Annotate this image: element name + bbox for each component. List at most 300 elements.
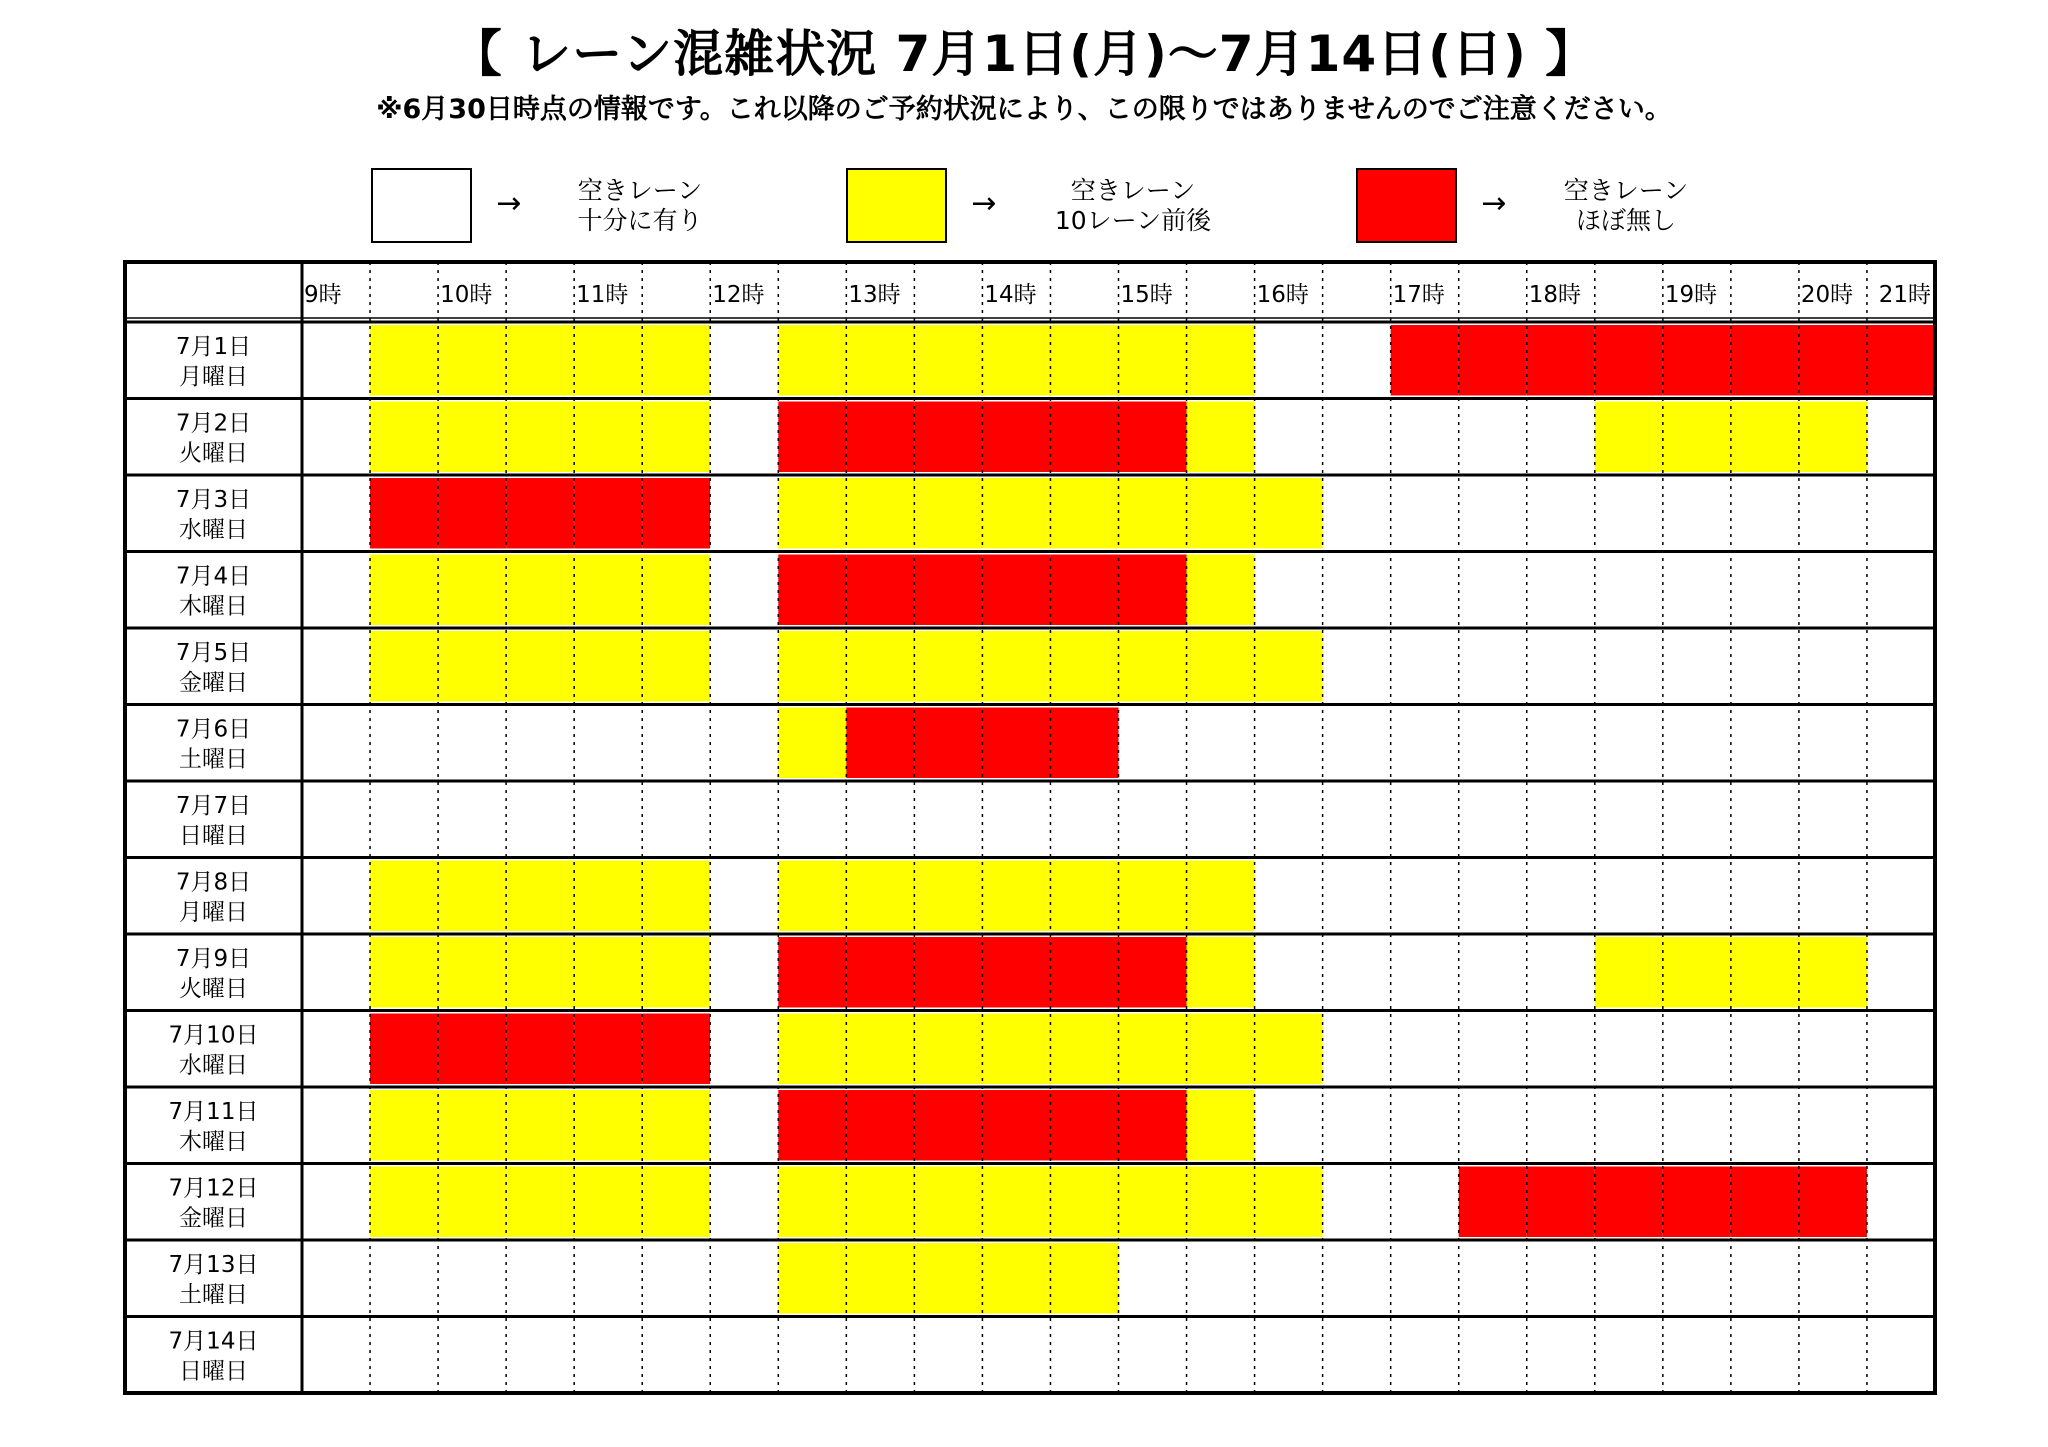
slot-full [1527, 325, 1595, 396]
slot-medium [574, 861, 642, 932]
row-date: 7月14日 [168, 1328, 259, 1355]
slot-medium [982, 1243, 1050, 1314]
slot-medium [506, 555, 574, 626]
slot-medium [370, 555, 438, 626]
slot-medium [846, 325, 914, 396]
slot-full [846, 402, 914, 473]
slot-empty [1391, 937, 1459, 1008]
row-date: 7月2日 [175, 410, 252, 437]
slot-empty [302, 478, 370, 549]
row-date: 7月9日 [175, 946, 252, 972]
legend-label-line2: 10レーン前後 [1054, 206, 1212, 235]
slot-empty [1799, 631, 1867, 702]
slot-empty [438, 1320, 506, 1391]
slot-medium [778, 861, 846, 932]
slot-empty [370, 784, 438, 855]
slot-empty [1119, 784, 1187, 855]
slot-medium [1187, 861, 1255, 932]
slot-medium [846, 631, 914, 702]
slot-medium [1731, 937, 1799, 1008]
slot-empty [1595, 555, 1663, 626]
slot-empty [1595, 1243, 1663, 1314]
slot-medium [370, 1167, 438, 1238]
slot-empty [1731, 1090, 1799, 1161]
slot-empty [1595, 631, 1663, 702]
slot-empty [710, 1320, 778, 1391]
slot-empty [1595, 1014, 1663, 1085]
slot-empty [1323, 1243, 1391, 1314]
slot-empty [1867, 402, 1935, 473]
hour-label: 13時 [848, 282, 901, 308]
slot-empty [778, 784, 846, 855]
row-weekday: 金曜日 [179, 670, 248, 696]
slot-medium [438, 1090, 506, 1161]
slot-empty [302, 1167, 370, 1238]
slot-full [1663, 325, 1731, 396]
slot-medium [574, 937, 642, 1008]
slot-empty [574, 1320, 642, 1391]
slot-empty [302, 325, 370, 396]
slot-empty [1459, 1243, 1527, 1314]
slot-medium [1187, 325, 1255, 396]
slot-full [642, 478, 710, 549]
slot-empty [710, 555, 778, 626]
row-weekday: 木曜日 [179, 593, 248, 620]
slot-medium [506, 325, 574, 396]
slot-full [1050, 1090, 1118, 1161]
slot-medium [1187, 478, 1255, 549]
slot-empty [1459, 1320, 1527, 1391]
slot-empty [846, 1320, 914, 1391]
slot-full [778, 402, 846, 473]
slot-medium [438, 937, 506, 1008]
slot-empty [1663, 478, 1731, 549]
slot-medium [370, 631, 438, 702]
slot-empty [1527, 1320, 1595, 1391]
slot-empty [710, 784, 778, 855]
slot-empty [1527, 402, 1595, 473]
slot-empty [1323, 861, 1391, 932]
notice-text: ※6月30日時点の情報です。これ以降のご予約状況により、この限りではありませんのでご注意ください。 [376, 94, 1672, 125]
slot-empty [710, 1167, 778, 1238]
slot-medium [1050, 1167, 1118, 1238]
slot-empty [1867, 631, 1935, 702]
slot-full [846, 937, 914, 1008]
row-date: 7月1日 [175, 334, 252, 360]
slot-medium [1050, 1014, 1118, 1085]
slot-medium [1050, 325, 1118, 396]
slot-medium [914, 1243, 982, 1314]
slot-empty [302, 1243, 370, 1314]
slot-empty [1663, 631, 1731, 702]
slot-full [642, 1014, 710, 1085]
slot-empty [574, 1243, 642, 1314]
slot-full [778, 1090, 846, 1161]
slot-empty [370, 1243, 438, 1314]
slot-medium [982, 631, 1050, 702]
slot-empty [1663, 1090, 1731, 1161]
slot-empty [1255, 937, 1323, 1008]
slot-empty [1799, 478, 1867, 549]
slot-medium [506, 402, 574, 473]
slot-empty [710, 402, 778, 473]
slot-empty [1867, 1167, 1935, 1238]
slot-full [1119, 402, 1187, 473]
legend-arrow-icon: → [1481, 186, 1507, 221]
slot-full [1459, 1167, 1527, 1238]
slot-medium [506, 631, 574, 702]
slot-full [778, 937, 846, 1008]
slot-full [914, 555, 982, 626]
slot-empty [302, 631, 370, 702]
slot-full [1595, 1167, 1663, 1238]
slot-empty [1119, 1320, 1187, 1391]
slot-medium [642, 555, 710, 626]
slot-empty [1255, 861, 1323, 932]
slot-medium [1187, 402, 1255, 473]
slot-empty [1391, 402, 1459, 473]
slot-empty [1459, 937, 1527, 1008]
slot-full [982, 937, 1050, 1008]
slot-medium [846, 478, 914, 549]
slot-medium [1663, 402, 1731, 473]
slot-empty [1527, 631, 1595, 702]
slot-empty [1391, 555, 1459, 626]
hour-label: 10時 [440, 282, 493, 308]
slot-empty [1323, 708, 1391, 779]
slot-medium [1187, 937, 1255, 1008]
row-weekday: 月曜日 [179, 364, 248, 390]
slot-empty [1323, 478, 1391, 549]
row-date: 7月12日 [168, 1175, 259, 1202]
slot-full [1050, 402, 1118, 473]
slot-medium [778, 1243, 846, 1314]
slot-empty [710, 1243, 778, 1314]
slot-empty [1255, 708, 1323, 779]
slot-medium [438, 402, 506, 473]
row-date: 7月8日 [175, 869, 252, 896]
slot-empty [710, 1014, 778, 1085]
slot-medium [370, 937, 438, 1008]
slot-empty [1663, 1014, 1731, 1085]
slot-empty [1799, 861, 1867, 932]
slot-empty [1663, 708, 1731, 779]
slot-empty [1459, 631, 1527, 702]
slot-empty [642, 1320, 710, 1391]
slot-empty [1527, 1243, 1595, 1314]
slot-empty [710, 861, 778, 932]
slot-empty [302, 1014, 370, 1085]
hour-label: 21時 [1878, 282, 1931, 308]
slot-empty [1255, 784, 1323, 855]
slot-empty [1119, 708, 1187, 779]
slot-empty [1187, 1320, 1255, 1391]
slot-full [506, 1014, 574, 1085]
hour-label: 15時 [1120, 282, 1173, 308]
slot-empty [1255, 325, 1323, 396]
slot-full [1731, 325, 1799, 396]
slot-medium [438, 631, 506, 702]
slot-medium [846, 1167, 914, 1238]
slot-empty [1731, 708, 1799, 779]
slot-empty [1255, 402, 1323, 473]
slot-empty [1663, 555, 1731, 626]
slot-medium [982, 861, 1050, 932]
slot-full [1050, 555, 1118, 626]
row-date: 7月4日 [175, 563, 252, 590]
slot-empty [1255, 555, 1323, 626]
slot-medium [438, 325, 506, 396]
slot-medium [1255, 631, 1323, 702]
row-weekday: 水曜日 [179, 517, 248, 543]
slot-full [370, 478, 438, 549]
slot-empty [438, 784, 506, 855]
slot-medium [778, 478, 846, 549]
slot-empty [1391, 1090, 1459, 1161]
slot-empty [778, 1320, 846, 1391]
row-weekday: 日曜日 [179, 1358, 248, 1385]
slot-medium [506, 937, 574, 1008]
slot-empty [1663, 1243, 1731, 1314]
slot-full [846, 1090, 914, 1161]
slot-empty [1731, 1014, 1799, 1085]
slot-empty [1323, 631, 1391, 702]
slot-full [982, 708, 1050, 779]
slot-empty [1663, 784, 1731, 855]
slot-empty [1459, 1014, 1527, 1085]
slot-empty [302, 555, 370, 626]
slot-full [574, 478, 642, 549]
slot-empty [1323, 1320, 1391, 1391]
slot-full [370, 1014, 438, 1085]
slot-medium [642, 1090, 710, 1161]
slot-empty [1799, 1090, 1867, 1161]
slot-empty [1867, 1243, 1935, 1314]
slot-medium [370, 325, 438, 396]
slot-medium [506, 1090, 574, 1161]
slot-full [574, 1014, 642, 1085]
hour-label: 19時 [1664, 282, 1718, 308]
slot-empty [302, 861, 370, 932]
row-weekday: 火曜日 [179, 976, 248, 1002]
legend-label-line2: 十分に有り [577, 206, 703, 235]
slot-full [1867, 325, 1935, 396]
slot-full [438, 1014, 506, 1085]
slot-full [914, 1090, 982, 1161]
slot-medium [778, 631, 846, 702]
slot-empty [1731, 784, 1799, 855]
slot-empty [1595, 1320, 1663, 1391]
slot-medium [914, 1014, 982, 1085]
slot-empty [1459, 708, 1527, 779]
slot-empty [1799, 784, 1867, 855]
slot-empty [302, 937, 370, 1008]
slot-empty [710, 937, 778, 1008]
hour-label: 12時 [712, 282, 765, 308]
legend-label-line1: 空きレーン [1563, 176, 1689, 205]
slot-empty [1391, 1014, 1459, 1085]
slot-full [1731, 1167, 1799, 1238]
legend-label-line1: 空きレーン [1070, 176, 1196, 205]
row-date: 7月11日 [168, 1099, 259, 1125]
row-date: 7月7日 [175, 793, 252, 819]
slot-empty [1323, 1167, 1391, 1238]
row-weekday: 木曜日 [179, 1129, 248, 1155]
slot-medium [1050, 478, 1118, 549]
slot-medium [1255, 1014, 1323, 1085]
slot-medium [642, 325, 710, 396]
row-date: 7月3日 [175, 487, 252, 513]
slot-empty [1527, 478, 1595, 549]
slot-full [1119, 1090, 1187, 1161]
slot-full [982, 402, 1050, 473]
row-weekday: 金曜日 [179, 1205, 248, 1232]
slot-medium [370, 402, 438, 473]
slot-medium [846, 1014, 914, 1085]
hour-label: 18時 [1528, 282, 1582, 308]
slot-medium [438, 1167, 506, 1238]
slot-medium [1187, 1014, 1255, 1085]
slot-empty [506, 784, 574, 855]
slot-medium [1255, 478, 1323, 549]
slot-medium [642, 402, 710, 473]
hour-label: 17時 [1392, 282, 1445, 308]
slot-empty [846, 784, 914, 855]
slot-medium [642, 631, 710, 702]
slot-empty [506, 708, 574, 779]
row-weekday: 火曜日 [179, 440, 248, 467]
slot-full [982, 555, 1050, 626]
slot-empty [1867, 937, 1935, 1008]
slot-medium [1050, 1243, 1118, 1314]
row-date: 7月5日 [175, 640, 252, 666]
slot-medium [1119, 325, 1187, 396]
slot-empty [1255, 1243, 1323, 1314]
slot-empty [1799, 1243, 1867, 1314]
slot-empty [370, 1320, 438, 1391]
slot-empty [1867, 861, 1935, 932]
hour-label: 11時 [576, 282, 629, 308]
slot-medium [506, 1167, 574, 1238]
row-weekday: 水曜日 [179, 1052, 248, 1079]
slot-medium [574, 1167, 642, 1238]
slot-empty [506, 1320, 574, 1391]
slot-empty [302, 402, 370, 473]
slot-full [846, 708, 914, 779]
slot-full [506, 478, 574, 549]
slot-empty [1731, 861, 1799, 932]
slot-medium [1595, 402, 1663, 473]
slot-full [1459, 325, 1527, 396]
slot-empty [914, 784, 982, 855]
hour-label: 20時 [1800, 282, 1854, 308]
slot-empty [1323, 1014, 1391, 1085]
slot-empty [1799, 555, 1867, 626]
slot-medium [778, 1014, 846, 1085]
slot-empty [1731, 631, 1799, 702]
slot-empty [302, 784, 370, 855]
slot-full [1391, 325, 1459, 396]
row-date: 7月10日 [168, 1022, 259, 1049]
slot-medium [1050, 631, 1118, 702]
slot-medium [1255, 1167, 1323, 1238]
slot-medium [1050, 861, 1118, 932]
slot-medium [438, 861, 506, 932]
slot-medium [846, 1243, 914, 1314]
slot-empty [710, 1090, 778, 1161]
slot-empty [574, 708, 642, 779]
row-weekday: 月曜日 [179, 899, 248, 926]
row-date: 7月13日 [168, 1252, 259, 1278]
slot-medium [982, 1014, 1050, 1085]
slot-empty [1391, 784, 1459, 855]
slot-empty [982, 784, 1050, 855]
row-weekday: 土曜日 [179, 1282, 248, 1308]
slot-empty [302, 708, 370, 779]
slot-empty [642, 784, 710, 855]
slot-empty [710, 708, 778, 779]
slot-full [778, 555, 846, 626]
slot-medium [574, 325, 642, 396]
row-date: 7月6日 [175, 716, 252, 743]
slot-full [1799, 325, 1867, 396]
slot-empty [1459, 1090, 1527, 1161]
slot-empty [982, 1320, 1050, 1391]
slot-full [1119, 937, 1187, 1008]
slot-empty [1459, 784, 1527, 855]
slot-empty [1391, 861, 1459, 932]
slot-empty [710, 631, 778, 702]
slot-empty [1527, 937, 1595, 1008]
slot-full [438, 478, 506, 549]
slot-empty [1119, 1243, 1187, 1314]
slot-medium [914, 631, 982, 702]
slot-full [914, 402, 982, 473]
legend-arrow-icon: → [496, 186, 522, 221]
slot-medium [1119, 1167, 1187, 1238]
slot-medium [982, 1167, 1050, 1238]
slot-empty [1731, 478, 1799, 549]
slot-empty [1731, 555, 1799, 626]
slot-medium [1187, 1090, 1255, 1161]
slot-empty [1323, 784, 1391, 855]
slot-empty [1867, 784, 1935, 855]
legend-label-line1: 空きレーン [577, 176, 703, 205]
slot-empty [438, 1243, 506, 1314]
slot-empty [1391, 1167, 1459, 1238]
slot-empty [1391, 1320, 1459, 1391]
slot-full [1119, 555, 1187, 626]
slot-empty [1391, 631, 1459, 702]
slot-full [1050, 937, 1118, 1008]
slot-medium [778, 1167, 846, 1238]
slot-full [1050, 708, 1118, 779]
slot-empty [1663, 861, 1731, 932]
slot-full [1595, 325, 1663, 396]
slot-empty [1527, 555, 1595, 626]
slot-medium [506, 861, 574, 932]
slot-empty [1255, 1320, 1323, 1391]
slot-empty [914, 1320, 982, 1391]
slot-medium [1187, 555, 1255, 626]
slot-empty [1527, 861, 1595, 932]
slot-medium [574, 631, 642, 702]
slot-medium [642, 937, 710, 1008]
slot-empty [1050, 784, 1118, 855]
slot-medium [642, 1167, 710, 1238]
slot-medium [1731, 402, 1799, 473]
slot-full [1663, 1167, 1731, 1238]
